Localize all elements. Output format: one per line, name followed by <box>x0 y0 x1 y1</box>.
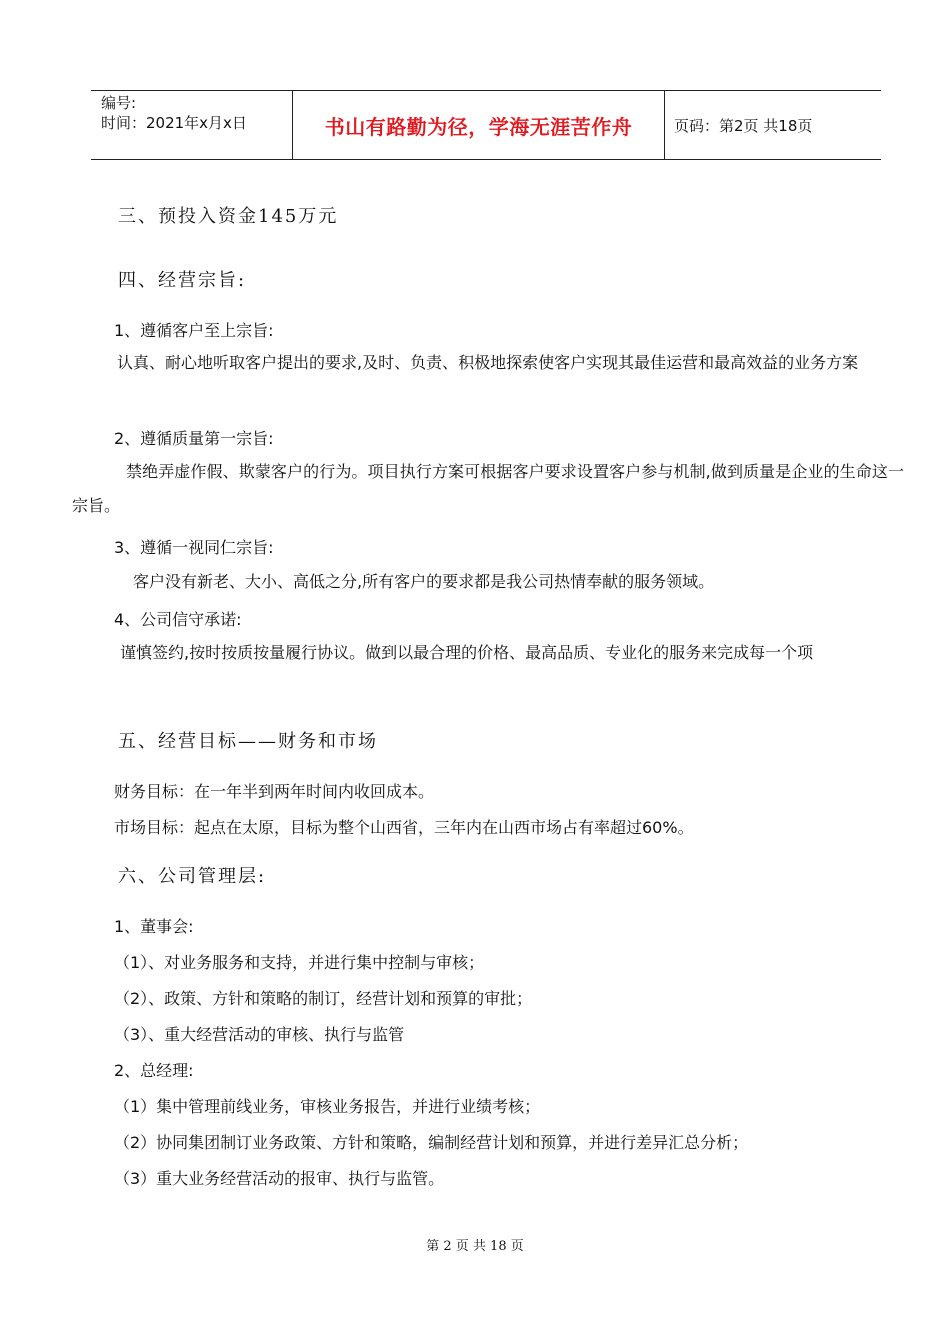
header-motto: 书山有路勤为径，学海无涯苦作舟 <box>324 114 633 139</box>
principle-2-body: 禁绝弄虚作假、欺蒙客户的行为。项目执行方案可根据客户要求设置客户参与机制,做到质量是企业的生命这一宗旨。 <box>72 462 904 515</box>
gm-title: 2、总经理: <box>114 1061 194 1080</box>
board-title: 1、董事会: <box>114 917 194 936</box>
header-motto-cell <box>293 91 665 159</box>
principle-1-title: 1、遵循客户至上宗旨: <box>114 321 274 340</box>
document-header <box>91 90 881 160</box>
board-item-1: （1）、对业务服务和支持，并进行集中控制与审核； <box>114 953 485 972</box>
gm-item-1: （1）集中管理前线业务，审核业务报告，并进行业绩考核； <box>114 1097 541 1116</box>
doc-time-label: 时间：2021年x月x日 <box>101 114 247 132</box>
gm-item-2: （2）协同集团制订业务政策、方针和策略，编制经营计划和预算，并进行差异汇总分析； <box>114 1133 749 1152</box>
section-5-heading: 五、经营目标——财务和市场 <box>118 731 378 752</box>
board-item-3: （3）、重大经营活动的审核、执行与监管 <box>114 1025 405 1044</box>
principle-1-body: 认真、耐心地听取客户提出的要求,及时、负责、积极地探索使客户实现其最佳运营和最高效益的业务方案 <box>117 353 859 372</box>
financial-goal: 财务目标：在一年半到两年时间内收回成本。 <box>114 782 435 801</box>
gm-item-3: （3）重大业务经营活动的报审、执行与监管。 <box>114 1169 445 1188</box>
principle-3-body: 客户没有新老、大小、高低之分,所有客户的要求都是我公司热情奉献的服务领域。 <box>133 572 715 591</box>
section-4-heading: 四、经营宗旨: <box>118 270 247 291</box>
header-page-code: 页码：第2页 共18页 <box>674 116 813 135</box>
doc-number-label: 编号: <box>101 94 137 112</box>
section-3-heading: 三、预投入资金145万元 <box>118 206 339 227</box>
principle-2-title: 2、遵循质量第一宗旨: <box>114 429 274 448</box>
board-item-2: （2）、政策、方针和策略的制订，经营计划和预算的审批； <box>114 989 533 1008</box>
principle-4-title: 4、公司信守承诺: <box>114 610 242 629</box>
principle-3-title: 3、遵循一视同仁宗旨: <box>114 538 274 557</box>
principle-4-body: 谨慎签约,按时按质按量履行协议。做到以最合理的价格、最高品质、专业化的服务来完成每一个项 <box>120 643 814 662</box>
market-goal: 市场目标：起点在太原，目标为整个山西省，三年内在山西市场占有率超过60%。 <box>114 818 694 837</box>
page-footer: 第 2 页 共 18 页 <box>426 1239 524 1254</box>
header-left-cell <box>91 91 293 159</box>
section-6-heading: 六、公司管理层: <box>118 866 267 887</box>
